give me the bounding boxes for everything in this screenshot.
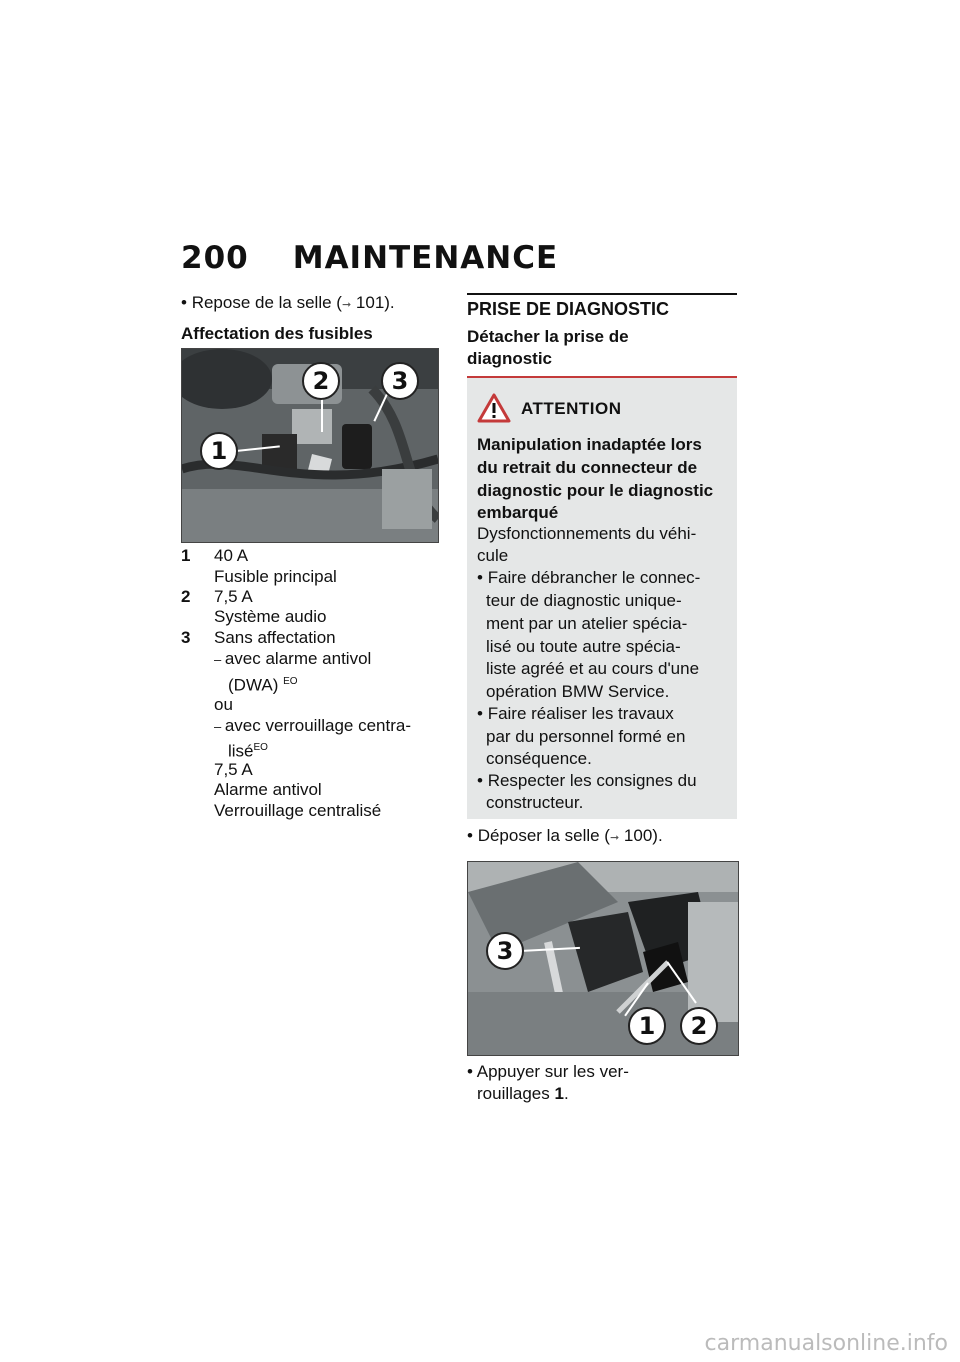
option-2-cont: lisé$^{EO}$ (228, 741, 268, 761)
option-2: – avec verrouillage centra- (214, 716, 411, 737)
fuse-photo (181, 348, 439, 543)
page-header (181, 240, 558, 276)
page-number: 200 (181, 240, 249, 276)
callout-1: 1 (628, 1007, 666, 1045)
warning-body-1: Dysfonctionnements du véhi- (477, 524, 697, 543)
watermark: carmanualsonline.info (704, 1331, 948, 1356)
warning-top-rule (467, 376, 737, 378)
callout-3: 3 (486, 932, 524, 970)
warning-head-3: diagnostic pour le diagnostic (477, 481, 714, 500)
option-1-cont: (DWA) $^{EO}$ (228, 675, 298, 695)
section-rule (467, 293, 737, 295)
eo-marker: EO (283, 676, 298, 687)
warning-bullet-1-l6: opération BMW Service. (486, 682, 670, 701)
warning-bullet-1-l3: ment par un atelier spécia- (486, 614, 688, 633)
arrow-right-icon: ➞ (341, 299, 352, 311)
section-title: MAINTENANCE (292, 240, 559, 276)
warning-bullet-2-l3: conséquence. (486, 749, 592, 768)
diagnostic-photo (467, 861, 739, 1056)
step-appuyer-cont: rouillages 1. (477, 1084, 569, 1103)
diag-section-title: PRISE DE DIAGNOSTIC (467, 299, 670, 319)
callout-2: 2 (680, 1007, 718, 1045)
option-line2: Verrouillage centralisé (214, 801, 382, 820)
callout-1: 1 (200, 432, 238, 470)
diag-subtitle-1: Détacher la prise de (467, 327, 629, 346)
warning-bullet-1: • Faire débrancher le connec- (477, 567, 700, 589)
callout-2: 2 (302, 362, 340, 400)
warning-bullet-3-l2: constructeur. (486, 793, 584, 812)
option-or: ou (214, 695, 233, 714)
warning-bullet-2: • Faire réaliser les travaux (477, 703, 674, 725)
page-ref[interactable]: 100). (623, 826, 663, 845)
warning-bullet-2-l2: par du personnel formé en (486, 727, 686, 746)
arrow-right-icon: ➞ (609, 832, 620, 844)
eo-marker: EO (253, 742, 268, 753)
warning-head-1: Manipulation inadaptée lors (477, 435, 702, 454)
option-1: – avec alarme antivol (214, 649, 371, 670)
warning-bullet-1-l5: liste agréé et au cours d'une (486, 659, 700, 678)
fuse-heading: Affectation des fusibles (181, 324, 373, 343)
warning-triangle-icon (477, 393, 511, 423)
option-line1: Alarme antivol (214, 780, 322, 799)
warning-bullet-3: • Respecter les consignes du (477, 770, 697, 792)
page-ref[interactable]: 101). (355, 293, 395, 312)
step-appuyer: • Appuyer sur les ver- (467, 1061, 629, 1083)
warning-label: ATTENTION (521, 399, 622, 418)
warning-head-4: embarqué (477, 503, 559, 522)
callout-3: 3 (381, 362, 419, 400)
step-repose: • Repose de la selle (➞ 101). (181, 292, 395, 316)
warning-bullet-1-l2: teur de diagnostic unique- (486, 591, 682, 610)
warning-body-2: cule (477, 546, 509, 565)
option-value: 7,5 A (214, 760, 253, 779)
diag-subtitle-2: diagnostic (467, 349, 553, 368)
step-depose: • Déposer la selle (➞ 100). (467, 825, 663, 849)
warning-bullet-1-l4: lisé ou toute autre spécia- (486, 637, 681, 656)
warning-head-2: du retrait du connecteur de (477, 458, 698, 477)
